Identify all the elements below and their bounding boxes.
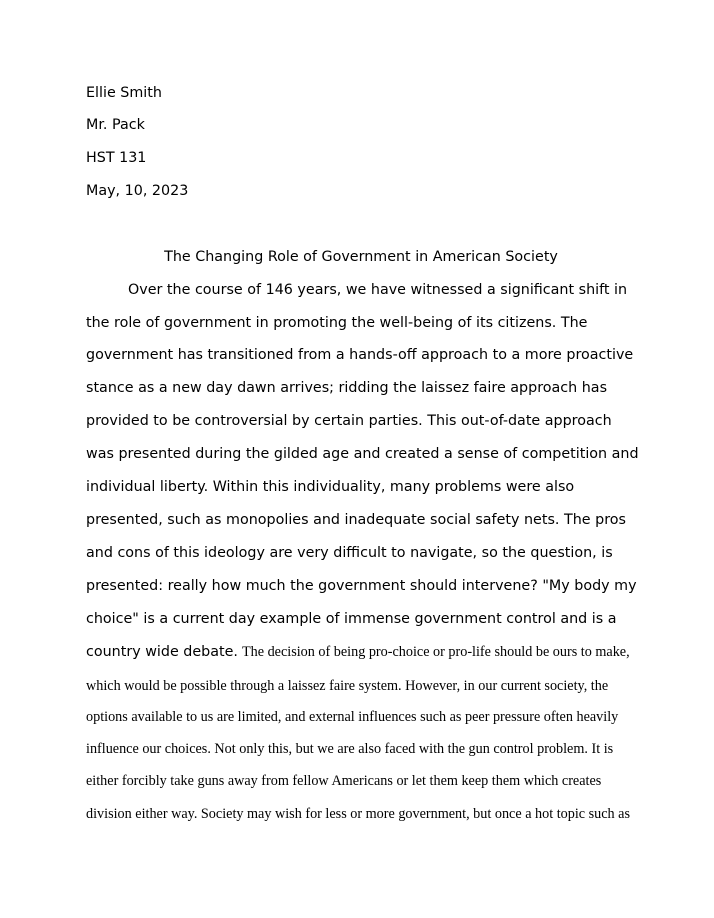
body-line: influence our choices. Not only this, but we are also faced with the gun control problem. It is	[86, 741, 614, 757]
body-line-serif-segment: The decision of being pro-choice or pro-life should be ours to make,	[241, 644, 630, 660]
author-name: Ellie Smith	[86, 85, 162, 101]
body-line: the role of government in promoting the well-being of its citizens. The	[86, 315, 588, 331]
course-code: HST 131	[86, 150, 147, 166]
body-line: division either way. Society may wish for less or more government, but once a hot topic such as	[86, 806, 630, 822]
body-line: presented, such as monopolies and inadequate social safety nets. The pros	[86, 512, 626, 528]
body-line: either forcibly take guns away from fellow Americans or let them keep them which creates	[86, 773, 602, 789]
body-line: was presented during the gilded age and created a sense of competition and	[86, 446, 639, 462]
body-line: individual liberty. Within this individuality, many problems were also	[86, 479, 575, 495]
body-line: stance as a new day dawn arrives; ridding the laissez faire approach has	[86, 380, 608, 396]
essay-title: The Changing Role of Government in American Society	[164, 249, 558, 265]
body-line: government has transitioned from a hands-off approach to a more proactive	[86, 347, 634, 363]
body-line: which would be possible through a laissez faire system. However, in our current society, the	[86, 678, 609, 694]
mixed-font-line	[86, 644, 630, 660]
body-line-sans-segment: country wide debate.	[86, 644, 238, 660]
body-line: presented: really how much the government should intervene? "My body my	[86, 578, 637, 594]
submission-date: May, 10, 2023	[86, 183, 189, 199]
body-line: and cons of this ideology are very difficult to navigate, so the question, is	[86, 545, 613, 561]
body-line: options available to us are limited, and external influences such as peer pressure often heavily	[86, 709, 619, 725]
instructor-name: Mr. Pack	[86, 117, 145, 133]
body-line: Over the course of 146 years, we have witnessed a significant shift in	[128, 282, 628, 298]
body-line: provided to be controversial by certain parties. This out-of-date approach	[86, 413, 612, 429]
body-line: choice" is a current day example of immense government control and is a	[86, 611, 617, 627]
